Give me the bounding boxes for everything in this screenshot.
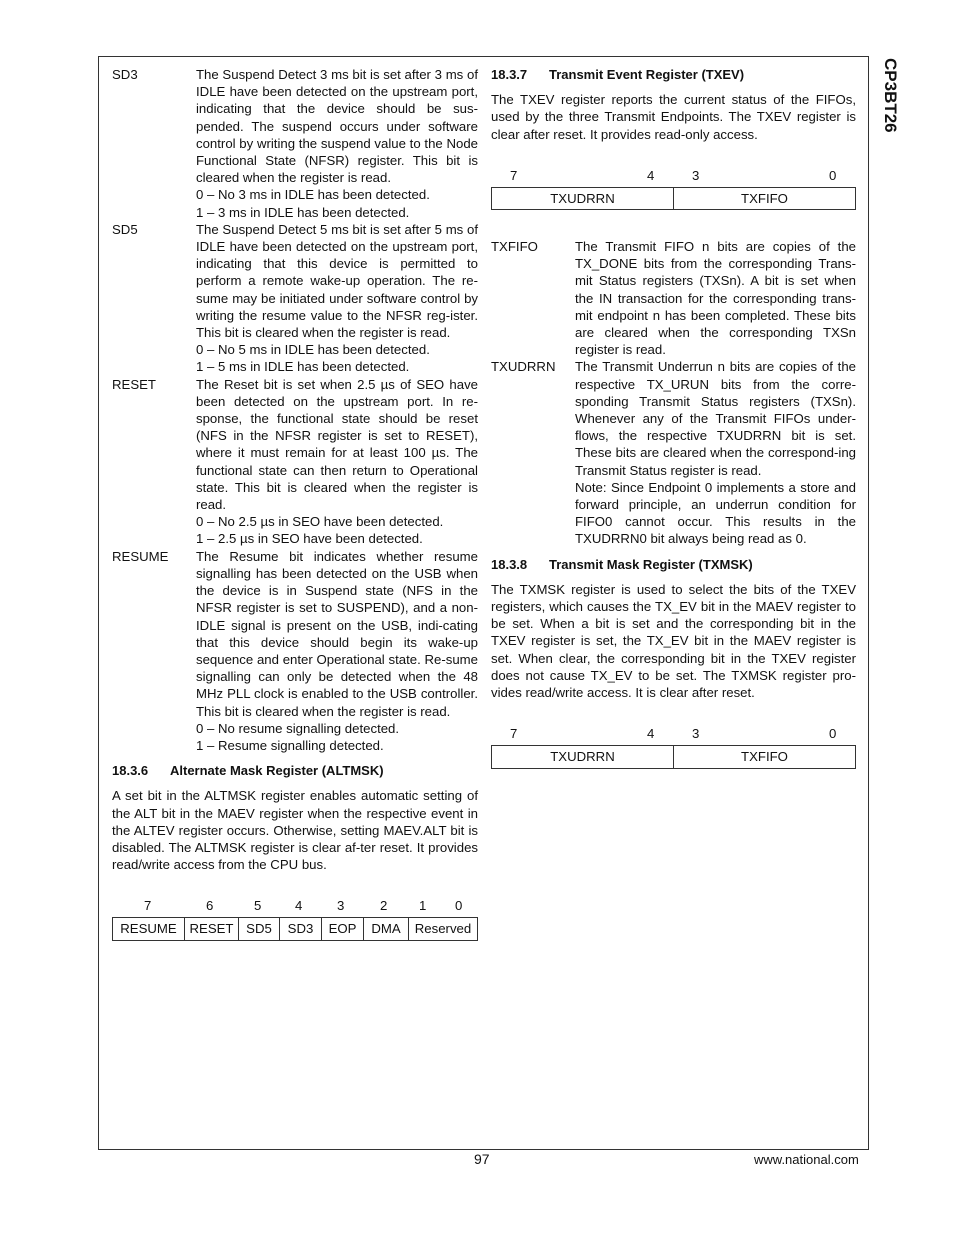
def-sd5	[112, 221, 478, 376]
bit-number: 7	[510, 167, 518, 183]
def-sd3	[112, 66, 478, 221]
bit-number: 0	[455, 898, 463, 914]
register-field: RESUME	[113, 918, 185, 940]
section-heading-txmsk	[491, 556, 856, 573]
def-text: The Transmit FIFO n bits are copies of the TX_DONE bits from the corresponding Trans-mit Status registers (TXSn). A bit is set when the IN transaction for the corresponding trans-mit endpoint n has been completed. These bits are cleared when the corresponding TXSn register is read.	[575, 239, 856, 358]
section-heading-altmsk	[112, 762, 478, 779]
bit-number: 2	[380, 898, 388, 914]
def-text: The Transmit Underrun n bits are copies of the respective TX_URUN bits from the corre-sponding Transmit Status registers (TXSn). Whenever any of the Transmit FIFOs under-flows, the respective TXUDRRN bit is set. These bits are cleared when the correspond-ing Transmit Status register is read.	[575, 359, 856, 478]
def-option-0: 0 – No resume signalling detected.	[196, 720, 400, 736]
def-term: SD3	[112, 67, 138, 82]
def-option-1: 1 – 3 ms in IDLE has been detected.	[196, 204, 410, 220]
section-number: 18.3.7	[491, 67, 528, 82]
bit-number: 7	[510, 726, 518, 742]
side-title	[872, 58, 902, 148]
bit-numbers	[491, 725, 856, 745]
bit-number: 7	[144, 898, 152, 914]
bit-numbers	[112, 897, 478, 917]
bit-number: 3	[692, 167, 700, 183]
register-field: RESET	[185, 918, 239, 940]
bit-number: 3	[337, 898, 345, 914]
bit-number: 0	[829, 726, 837, 742]
section-paragraph: A set bit in the ALTMSK register enables automatic setting of the ALT bit in the MAEV register when the respective event in the ALTEV register occurs. Otherwise, setting MAEV.ALT bit is disabled. The ALTMSK register is clear af-ter reset. It provides read/write access from the CPU bus.	[112, 788, 478, 873]
def-text: The Suspend Detect 5 ms bit is set after 5 ms of IDLE have been detected on the upstream port, indicating that this device is permitted to perform a remote wake-up operation. The re-sume may be initiated under software control by writing the resume value to the NFSR reg-ister. This bit is cleared when the register is read.	[196, 221, 478, 341]
def-term: SD5	[112, 221, 138, 237]
def-note: Note: Since Endpoint 0 implements a store and forward principle, an underrun condition for FIFO0 cannot occur. This results in the TXUDRRN0 bit always being read as 0.	[575, 479, 856, 547]
def-term: RESUME	[112, 548, 169, 564]
register-field: Reserved	[409, 918, 478, 940]
section-title: Transmit Mask Register (TXMSK)	[549, 556, 753, 572]
register-field: TXUDRRN	[492, 187, 674, 209]
def-option-1: 1 – Resume signalling detected.	[196, 737, 384, 753]
txmsk-register-diagram	[491, 725, 856, 768]
def-txudrrn	[491, 358, 856, 547]
def-description	[575, 358, 856, 547]
def-description	[196, 548, 478, 754]
bit-number: 1	[419, 898, 427, 914]
register-fields	[112, 917, 478, 940]
txev-register-diagram	[491, 167, 856, 210]
def-reset	[112, 376, 478, 548]
bit-number: 4	[647, 167, 655, 183]
section-title: Transmit Event Register (TXEV)	[549, 67, 745, 82]
bit-number: 3	[692, 726, 700, 742]
def-description	[196, 221, 478, 376]
register-fields	[491, 745, 856, 768]
def-option-0: 0 – No 2.5 µs in SEO have been detected.	[196, 514, 444, 530]
def-term: RESET	[112, 376, 156, 392]
register-field: SD3	[280, 918, 322, 940]
altmsk-register-diagram	[112, 897, 478, 940]
def-option-1: 1 – 5 ms in IDLE has been detected.	[196, 359, 410, 375]
register-field: TXFIFO	[674, 746, 856, 768]
section-number: 18.3.6	[112, 763, 149, 779]
register-field: SD5	[239, 918, 280, 940]
side-title-text: CP3BT26	[881, 58, 900, 133]
register-fields	[491, 187, 856, 210]
def-txfifo	[491, 238, 856, 358]
section-number: 18.3.8	[491, 556, 528, 572]
right-column	[491, 66, 856, 769]
def-term: TXFIFO	[491, 239, 538, 255]
def-description	[196, 66, 478, 221]
bit-number: 4	[647, 726, 655, 742]
left-column	[112, 66, 478, 941]
register-field: DMA	[364, 918, 409, 940]
def-text: The Suspend Detect 3 ms bit is set after 3 ms of IDLE have been detected on the upstream port, indicating that the device should be sus-pended. The suspend occurs under software control by writing the suspend value to the Node Functional State (NFSR) register. This bit is cleared when the register is read.	[196, 67, 478, 186]
def-description	[196, 376, 478, 548]
bit-number: 4	[295, 898, 303, 914]
bit-number: 6	[206, 898, 214, 914]
def-text: The Resume bit indicates whether resume signalling has been detected on the USB when the device is in Suspend state (NFS in the NFSR register is set to SUSPEND), and a non-IDLE signal is present on the USB, indi-cating that this device should begin its wake-up sequence and enter Operational state. Re-sume signalling can only be detected when the 48 MHz PLL clock is enabled to the USB controller. This bit is cleared when the register is read.	[196, 548, 478, 719]
def-resume	[112, 548, 478, 754]
section-title: Alternate Mask Register (ALTMSK)	[170, 763, 384, 779]
def-term: TXUDRRN	[491, 359, 556, 375]
def-option-1: 1 – 2.5 µs in SEO have been detected.	[196, 531, 423, 547]
register-field: TXUDRRN	[492, 746, 674, 768]
bit-numbers	[491, 167, 856, 187]
section-heading-txev	[491, 66, 856, 83]
footer-url: www.national.com	[754, 1152, 859, 1167]
bit-number: 5	[254, 898, 262, 914]
section-paragraph: The TXMSK register is used to select the bits of the TXEV registers, which causes the TX_EV bit in the MAEV register to be set. When a bit is set and the corresponding bit in the TXEV register is set, the TX_EV bit in the MAEV register is set. When clear, the corresponding bit in the TXEV register does not cause TX_EV to be set. The TXMSK register pro-vides read/write access. It is clear after reset.	[491, 581, 856, 701]
def-option-0: 0 – No 3 ms in IDLE has been detected.	[196, 187, 430, 203]
register-field: TXFIFO	[674, 187, 856, 209]
register-field: EOP	[322, 918, 364, 940]
def-text: The Reset bit is set when 2.5 µs of SEO have been detected on the upstream port. In re-sponse, the functional state should be reset (NFS in the NFSR register is set to RESET), where it must remain for at least 100 µs. The functional state can then return to Operational state. This bit is cleared when the register is read.	[196, 376, 478, 513]
def-option-0: 0 – No 5 ms in IDLE has been detected.	[196, 342, 430, 358]
page-number: 97	[474, 1151, 490, 1167]
bit-number: 0	[829, 167, 837, 183]
def-description	[575, 238, 856, 358]
section-paragraph: The TXEV register reports the current status of the FIFOs, used by the three Transmit Endpoints. The TXEV register is clear after reset. It provides read-only access.	[491, 92, 856, 142]
